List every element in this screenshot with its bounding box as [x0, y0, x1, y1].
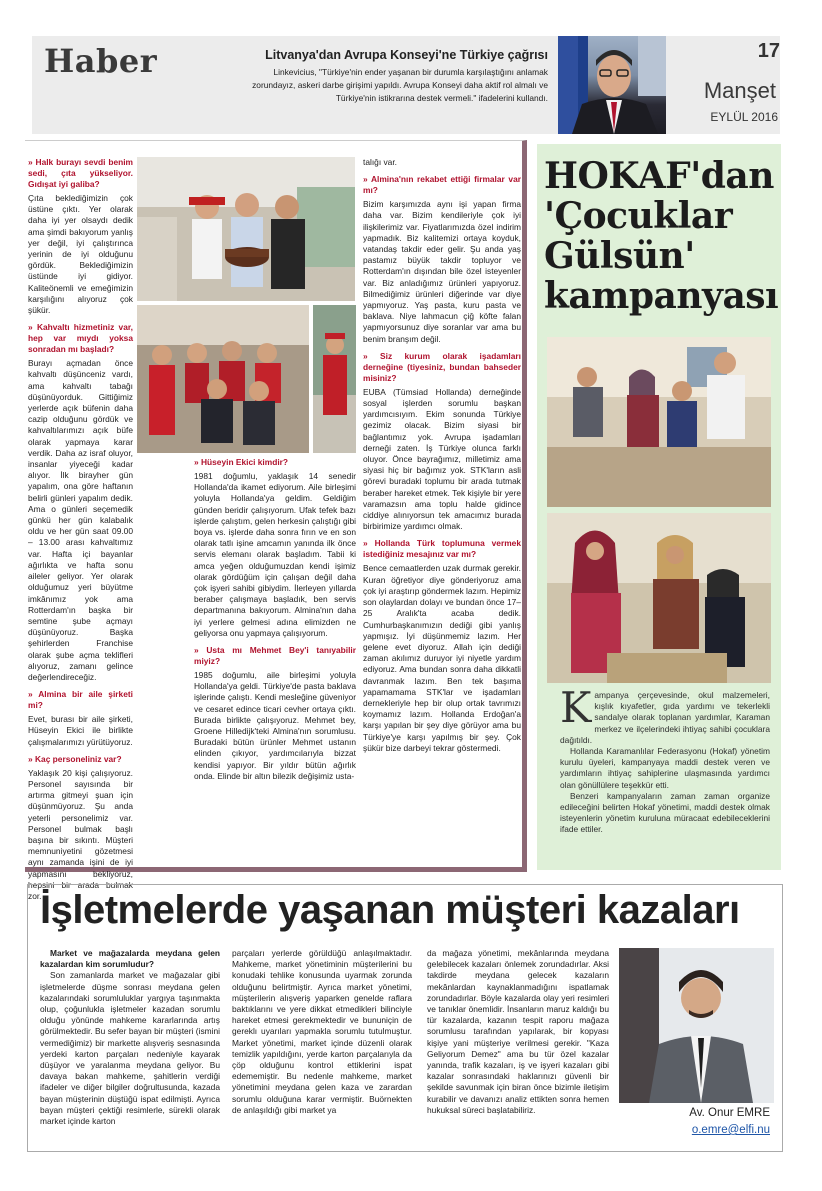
legal-text: Son zamanlarda market ve mağazalar gibi işletmelerde düşme sonrası meydana gelen kazalarındaki sorumluluklar yargıya taşınmakta olup, çoğunlukla işletmeler kazadan sorumlu olduğu yönünde mahkeme kararlarında artış görülmektedir. Bu sefer bayan bir müşteri (ismini vermediğimiz) bir markette alışveriş sesnasında yerdeki karton parçaları nedeniyle kayarak düşüyor ve yaralanma meydana geliyor. Bu davaya bakan mahkeme, şahitlerin verdiği ifadeler ve diğer bilgiler doğrultusunda, kazada bayan müşterinin düştüğü ispat edilmişti. Ayrıca bayan müşteri çektiği resimlerle, sürekli olarak market içinde karton	[40, 970, 220, 1127]
question: » Almina bir aile şirketi mi?	[28, 689, 133, 711]
interview-photo-top	[137, 157, 355, 301]
answer: 1981 doğumlu, yaklaşık 14 senedir Hollanda'da ikamet ediyorum. Aile birleşimi yoluyla Hollanda'ya geldim. Geldiğim günden beridir çalışıyorum. Ufak tefek bazı işlerde çalıştım, gelen herkesin çalıştığı gibi boya vs. işlerde daha sonra fırın ve en son olarak tatlı işine amcamın yanında ilk önce servis elemanı olarak başladım. Tabii ki amca yeğen olduğumuzdan kendi işimiz olarak gördüğüm için çalışan değil daha çok işyeri sahibi gibiydim. İlerleyen yıllarda beraber çalışmaya başladık, ben servis departmanına bakıyorum. Almina'nın daha iyi yerlere gelmesi adına elimizden ne geliyorsa onu yapmaya çalışıyorum.	[194, 471, 356, 638]
answer: Bence cemaatlerden uzak durmak gerekir. Kuran öğretiyor diye gönderiyoruz ama çok iyi araştırıp göndermek lazım. Hepimiz son olaylardan dolayı ve bundan önce 17–25 Aralık'ta acaba dedik. Cumhurbaşkanımızın dediği gibi yanlış yapmışız. İyi düşünmemiz lazım. Her gelene evet diyoruz. Allah için dediği zaman akılımız duruyor iyi niyetle yardım ediyoruz. Ama bundan sonra daha dikkatli davranmak lazım. Ben tek başıma yapamamama STK'lar ve işadamları dernekleriyle hep bir olup ortak tavrımızı koymamız lazım. Hollanda Erdoğan'a karşı yapılan bir şey diye görüyor ama bu Türkiye'ye karşı yapılmış bir şey. Çok şükür bize darbeyi tekrar göstermedi.	[363, 563, 521, 753]
legal-text: parçaları yerlerde görüldüğü anlaşılmaktadır. Mahkeme, market yönetiminin müşterilerini bu konudaki tehlike konusunda uyarmak zorunda olduğunu belirtmiştir. Ayrıca market yönetimi, müşterilerin alışveriş yaparken genelde raflara baktıklarını ve yere dikkat etmedikleri bilinciyle hareket etmesi gerekmektedir ve bununiçin de gereklı uyarıları yapmakla sorumlu tutulmuştur. Market yönetimi, market içinde düzenli olarak temizlik yapıldığını, yerde karton parçalarıyla da çöp olduğunu kontrol ettiklerini ispat edememiştir. Bu nedenle mahkeme, market yönetimini meydana gelen kaza ve zarardan sorumlu olduğuna karar vermiştir. Buörnekten de anlaşıldığı gibi market ya	[232, 948, 412, 1115]
legal-column-3	[427, 948, 609, 1116]
legal-article-title[interactable]: İşletmelerde yaşanan müşteri kazaları	[40, 888, 740, 932]
interview-photo-chef	[313, 305, 356, 453]
question: » Usta mı Mehmet Bey'i tanıyabilir miyiz?	[194, 645, 356, 667]
legal-text: da mağaza yönetimi, mekânlarında meydana gelebilecek kazaları önlemek zorundadırlar. Aksi takdirde meydana gelecek kazaların mekânlardan kaynaklanmadığını ispatlamak zorundadırlar. Böyle kazalarda olay yeri resimleri ve tanıklar önemlidir. İnsanların maruz kaldığı bu tür kazalarda, kazanın tespit raporu mağaza sorumlusu tarafından yapılarak, bir kopyası kişiye yani müşteriye verilmesi gerekir. "Kaza Geliyorum Demez" ama bu tür özel kazalar yanında, trafik kazaları, iş ve işyeri kazaları gibi kazalar sonrasındaki haklarınızı güvenli bir şekilde savunmak için biran önce bizimle iletişim kurabilir ve davanızı analiz ettikten sonra hemen hukuksal süreci başlatabiliriz.	[427, 948, 609, 1115]
politician-photo	[558, 36, 666, 134]
author-name: Av. Onur EMRE	[689, 1107, 770, 1119]
hokaf-title[interactable]: HOKAF'dan 'Çocuklar Gülsün' kampanyası	[544, 155, 779, 317]
hokaf-paragraph: Hollanda Karamanlılar Federasyonu (Hokaf) yönetim kurulu üyeleri, kampanyaya maddi destek veren ve yardımların ihtiyaç sahiplerine ulaşmasında yardımcı olan gönüllülere teşekkür etti.	[560, 746, 770, 790]
answer: Burayı açmadan önce kahvaltı düşünceniz vardı, ama kahvaltı tabağı düşünüyorduk. Gittiğimiz yerlerde açık büfenin daha cazip olduğunu gördük ve kahvaltılarımızı açık büfe olarak yapmaya karar verdik. Daha az israf oluyor, insanlar yiyeceği kadar alıyor. İlk birayher gün yapalım, ona göre haftanın belirli günleri yapalım dedik. Ama o günleri seçemedik günkü her gün kalabalık oldu ve her gün saat 09.00 – 13.00 arası kahvaltımız var. Hafta içi bayanlar ağırlıkta ve hafta sonu aileler geliyor. Yer olarak olduğumuz yeri büyütme imkânımız yok ama Rotterdam'ın başka bir semtine şube açmayı düşünüyoruz. Başka şehirlerden Franchise olarak şube açma teklifleri alıyoruz, zamanı gelince değerlendireceğiz.	[28, 358, 133, 682]
dropcap: K	[560, 683, 592, 732]
headline-text: Linkevicius, "Türkiye'nin ender yaşanan bir durumla karşılaştığını anlamak zorundayız, askeri darbe girişimi yapıldı. Avrupa Konseyi daha aktif rol almalı ve Türkiye'nin istikrarına destek vermeli." ifadelerini kullandı.	[252, 67, 548, 103]
question: » Kahvaltı hizmetiniz var, hep var mıydı yoksa sonradan mı başladı?	[28, 322, 133, 355]
legal-column-2	[232, 948, 412, 1116]
question: » Kaç personeliniz var?	[28, 753, 122, 764]
question: » Halk burayı sevdi benim sedi, çıta yükseliyor. Gıdışat iyi galiba?	[28, 157, 133, 189]
question: » Almina'nın rekabet ettiği firmalar var mı?	[363, 174, 521, 196]
hokaf-paragraph: Kampanya çerçevesinde, okul malzemeleri, kışlık kıyafetler, gıda yardımı ve tekerlekli sandalye olarak toplanan yardımlar, Karaman merkez ve ilçelerindeki ihtiyaç sahibi çocuklara dağıtıldı.	[560, 683, 770, 745]
question: » Siz kurum olarak işadamları derneğine (tiyesiniz, bundan bahseder misiniz?	[363, 350, 521, 383]
answer: EUBA (Tümsiad Hollanda) derneğinde sosyal işlerden sorumlu başkan yardımcısıyım. Ekim sonunda Türkiye gezimiz olacak. Bizim siyasi bir bağlantımız yok. Avrupa işadamları derneği zaten. İş Türkiye olunca farklı oluyor. Önce bayrağımız, milletimiz ama siyasi hiç bir bağımız yok. STK'ların asli görevi buradaki toplumu bir arada tutmak beraber hareket etmek. Tek kişiyle bir yere varamazsın ama toplu halde gidince ciddiye alınıyorsun tek amacımız burada birbirimize yardımcı olmak.	[363, 386, 521, 532]
legal-column-1	[40, 948, 220, 1127]
headline-title[interactable]: Litvanya'dan Avrupa Konseyi'ne Türkiye çağrısı	[265, 48, 548, 62]
answer: Evet, burası bir aile şirketi, Hüseyin Ekici ile birlikte çalışmalarımızı yürütüyoruz.	[28, 714, 133, 747]
author-email-link[interactable]: o.emre@elfi.nu	[691, 1124, 770, 1136]
answer: talığı var.	[363, 157, 397, 167]
section-name: Manşet	[703, 78, 776, 103]
issue-date: EYLÜL 2016	[710, 110, 778, 124]
question: » Hüseyin Ekici kimdir?	[194, 457, 289, 467]
answer: Bizim karşımızda aynı işi yapan firma daha var. Bizim kendileriyle çok iyi ilişkilerimiz var. Fiyatlarımızda özel indirim yapmadık. Biz kalitemizi ortaya koyduk, vatandaş takdir eder gelir. Şu anda yaş pastamız büyük takdir topluyor ve Rotterdam'ın dışından bile özel isteyenler var. Biz anladığımız ürünleri yapıyoruz. Bilmediğimiz ürünleri diğerinde var diye yapmıyoruz. Yaş pasta, kuru pasta ve baklava. Niye lahmacun çiğ köfte falan yapmıyorsunuz diye soranlar var ama bu benim branşım değil.	[363, 199, 521, 344]
interview-column-2	[194, 457, 356, 782]
legal-lead: Market ve mağazalarda meydana gelen kazalardan kim sorumludur?	[40, 948, 220, 970]
answer: Çıta beklediğimizin çok üstüne çıktı. Yer olarak daha iyi yer olsaydı dedik ama şimdi bakıyorum yanlış yer değil, iyi çalıştırınca yerinin de iyi olduğunu gördük. Beklediğimizin üstünde iyi gidiyor. Kaliteönemli ve emeğimizin karşılığını alıyoruz çok şükür.	[28, 193, 133, 316]
hokaf-body	[560, 683, 770, 836]
hokaf-paragraph: Benzeri kampanyaların zaman zaman organize edileceğini belirten Hokaf yönetimi, maddi destek olmak isteyenlerin yönetim kuruluna müracaat edebileceklerini ifade ettiler.	[560, 790, 770, 835]
interview-photo-group	[137, 305, 309, 453]
answer: 1985 doğumlu, aile birleşimi yoluyla Hollanda'ya geldi. Türkiye'de pasta baklava işlerinde çalıştı. Kendi mesleğine güveniyor ve cesaret edince ticari cevher ortaya çıktı. Burada birlikte çalışıyoruz. Mehmet bey, Groene Hilledijk'teki Almina'nın sorumlusu. Buradaki bütün ürünler Mehmet ustanın elinden çıkıyor, yardımcılarıyla bizzat kendisi yapıyor. Bir yıldır bütün ağırlık onda. Elinde bir altın bilezik değişimiz usta-	[194, 670, 356, 781]
question: » Hollanda Türk toplumuna vermek istediğiniz mesajınız var mı?	[363, 538, 521, 560]
interview-column-3	[363, 157, 521, 754]
author-photo	[619, 948, 774, 1103]
interview-column-1	[28, 157, 133, 902]
answer: Yaklaşık 20 kişi çalışıyoruz. Personel sayısında bir artırma gitmeyi şuan için düşünmüyoruz. Şu anda yeterli personelimiz var. Personel bulmak başlı başına bir sıkıntı. Müşteri memnuniyetini gözetmesi aynı zamanda işini de iyi yapmasını bekliyoruz, hepsini bir arada bulmak zor.	[28, 767, 133, 901]
headline-photo	[558, 36, 666, 134]
hokaf-photo-visit	[547, 513, 771, 683]
section-logo: Haber	[44, 42, 158, 80]
page-number: 17	[757, 40, 780, 62]
hokaf-photo-family	[547, 337, 771, 507]
